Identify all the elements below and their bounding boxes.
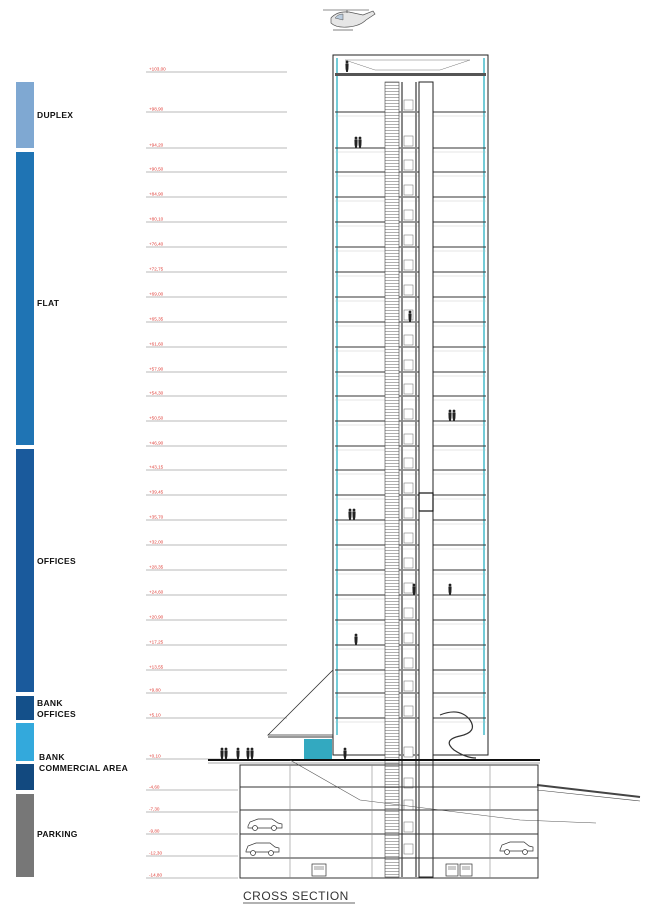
core-door xyxy=(404,260,413,270)
level-label: -12,30 xyxy=(149,850,163,856)
section-title: CROSS SECTION xyxy=(243,889,349,903)
person-icon xyxy=(452,410,455,421)
level-label: +9,80 xyxy=(149,687,161,693)
car-icon xyxy=(246,843,279,856)
core-door xyxy=(404,285,413,295)
zone-label-line: BANK xyxy=(37,698,63,708)
core-door xyxy=(404,210,413,220)
roof-slab xyxy=(335,73,486,76)
person-icon xyxy=(236,748,239,759)
level-label: -4,60 xyxy=(149,784,160,790)
core-wall-left xyxy=(401,82,403,877)
core-door xyxy=(404,335,413,345)
helicopter-icon xyxy=(323,10,375,30)
core-doors xyxy=(404,100,413,854)
core-door xyxy=(404,583,413,593)
zone-label-parking: PARKING xyxy=(37,829,78,839)
zone-bank-offices xyxy=(16,696,34,720)
person-icon xyxy=(354,634,357,645)
core-door xyxy=(404,100,413,110)
person-icon xyxy=(348,509,351,520)
level-label: +43,15 xyxy=(149,464,164,470)
core-door xyxy=(404,822,413,832)
core-door xyxy=(404,658,413,668)
level-label: +72,75 xyxy=(149,266,164,272)
person-icon xyxy=(352,509,355,520)
level-label: +98,90 xyxy=(149,106,164,112)
level-label: +50,50 xyxy=(149,415,164,421)
zone-bank-light xyxy=(16,723,34,761)
level-label: +90,50 xyxy=(149,166,164,172)
person-icon xyxy=(412,584,415,595)
zone-label-bank-offices xyxy=(37,698,76,719)
person-icon xyxy=(246,748,249,759)
core-door xyxy=(404,533,413,543)
level-label: +46,90 xyxy=(149,440,164,446)
car-icon xyxy=(446,864,472,876)
core-door xyxy=(404,508,413,518)
car-icon xyxy=(248,819,282,831)
person-icon xyxy=(354,137,357,148)
spiral-stair xyxy=(440,712,476,758)
zone-parking xyxy=(16,794,34,877)
level-label: +54,30 xyxy=(149,390,164,396)
person-icon xyxy=(345,61,348,72)
level-label: +61,60 xyxy=(149,341,164,347)
elevator-icon xyxy=(419,493,433,511)
canopy-wedge xyxy=(268,670,333,735)
person-icon xyxy=(358,137,361,148)
car-icon xyxy=(500,842,533,855)
core-door xyxy=(404,483,413,493)
zone-label-duplex: DUPLEX xyxy=(37,110,74,120)
level-label: +35,70 xyxy=(149,514,164,520)
level-label: +17,25 xyxy=(149,639,164,645)
zone-offices xyxy=(16,449,34,692)
person-icon xyxy=(408,311,411,322)
core-door xyxy=(404,458,413,468)
level-label: +24,60 xyxy=(149,589,164,595)
person-icon xyxy=(220,748,223,759)
core-door xyxy=(404,409,413,419)
zone-bar xyxy=(16,82,34,877)
zone-label-flat: FLAT xyxy=(37,298,60,308)
level-label: +94,20 xyxy=(149,142,164,148)
core-wall-right xyxy=(415,82,417,877)
level-label: +28,35 xyxy=(149,564,164,570)
person-icon xyxy=(448,410,451,421)
level-label: +0,10 xyxy=(149,753,161,759)
core-door xyxy=(404,800,413,810)
person-icon xyxy=(250,748,253,759)
core-door xyxy=(404,384,413,394)
level-label: +103,00 xyxy=(149,66,166,72)
level-label: -7,30 xyxy=(149,806,160,812)
car-icon xyxy=(312,864,326,876)
level-label: +39,45 xyxy=(149,489,164,495)
elevator-shaft xyxy=(419,82,433,877)
level-label: +76,40 xyxy=(149,241,164,247)
level-label: -14,80 xyxy=(149,872,163,878)
level-label: -9,80 xyxy=(149,828,160,834)
person-icon xyxy=(343,748,346,759)
core-door xyxy=(404,608,413,618)
core-door xyxy=(404,185,413,195)
zone-label-bank-commercial xyxy=(39,752,128,773)
level-label: +20,90 xyxy=(149,614,164,620)
core-door xyxy=(404,633,413,643)
core-door xyxy=(404,558,413,568)
zone-flat xyxy=(16,152,34,445)
zone-label-line: COMMERCIAL AREA xyxy=(39,763,129,773)
level-label: +84,90 xyxy=(149,191,164,197)
core-door xyxy=(404,235,413,245)
level-label: +69,00 xyxy=(149,291,164,297)
tower xyxy=(333,55,488,877)
zone-label-offices: OFFICES xyxy=(37,556,76,566)
lobby-glass xyxy=(304,739,332,759)
zone-duplex xyxy=(16,82,34,148)
level-label: +57,90 xyxy=(149,366,164,372)
person-icon xyxy=(448,584,451,595)
level-label: +65,35 xyxy=(149,316,164,322)
zone-bank-commercial xyxy=(16,764,34,790)
core-door xyxy=(404,747,413,757)
core-door xyxy=(404,136,413,146)
level-lines xyxy=(146,67,287,879)
core-door xyxy=(404,706,413,716)
zone-label-line: OFFICES xyxy=(37,709,76,719)
core-door xyxy=(404,360,413,370)
core-door xyxy=(404,681,413,691)
stair-core xyxy=(385,82,399,877)
core-door xyxy=(404,844,413,854)
roof-canopy xyxy=(345,60,470,70)
zone-labels xyxy=(37,110,128,839)
core-door xyxy=(404,434,413,444)
core-door xyxy=(404,160,413,170)
zone-label-line: BANK xyxy=(39,752,65,762)
level-label: +32,00 xyxy=(149,539,164,545)
person-icon xyxy=(224,748,227,759)
level-label: +13,55 xyxy=(149,664,164,670)
level-label: +5,10 xyxy=(149,712,161,718)
level-label: +80,10 xyxy=(149,216,164,222)
